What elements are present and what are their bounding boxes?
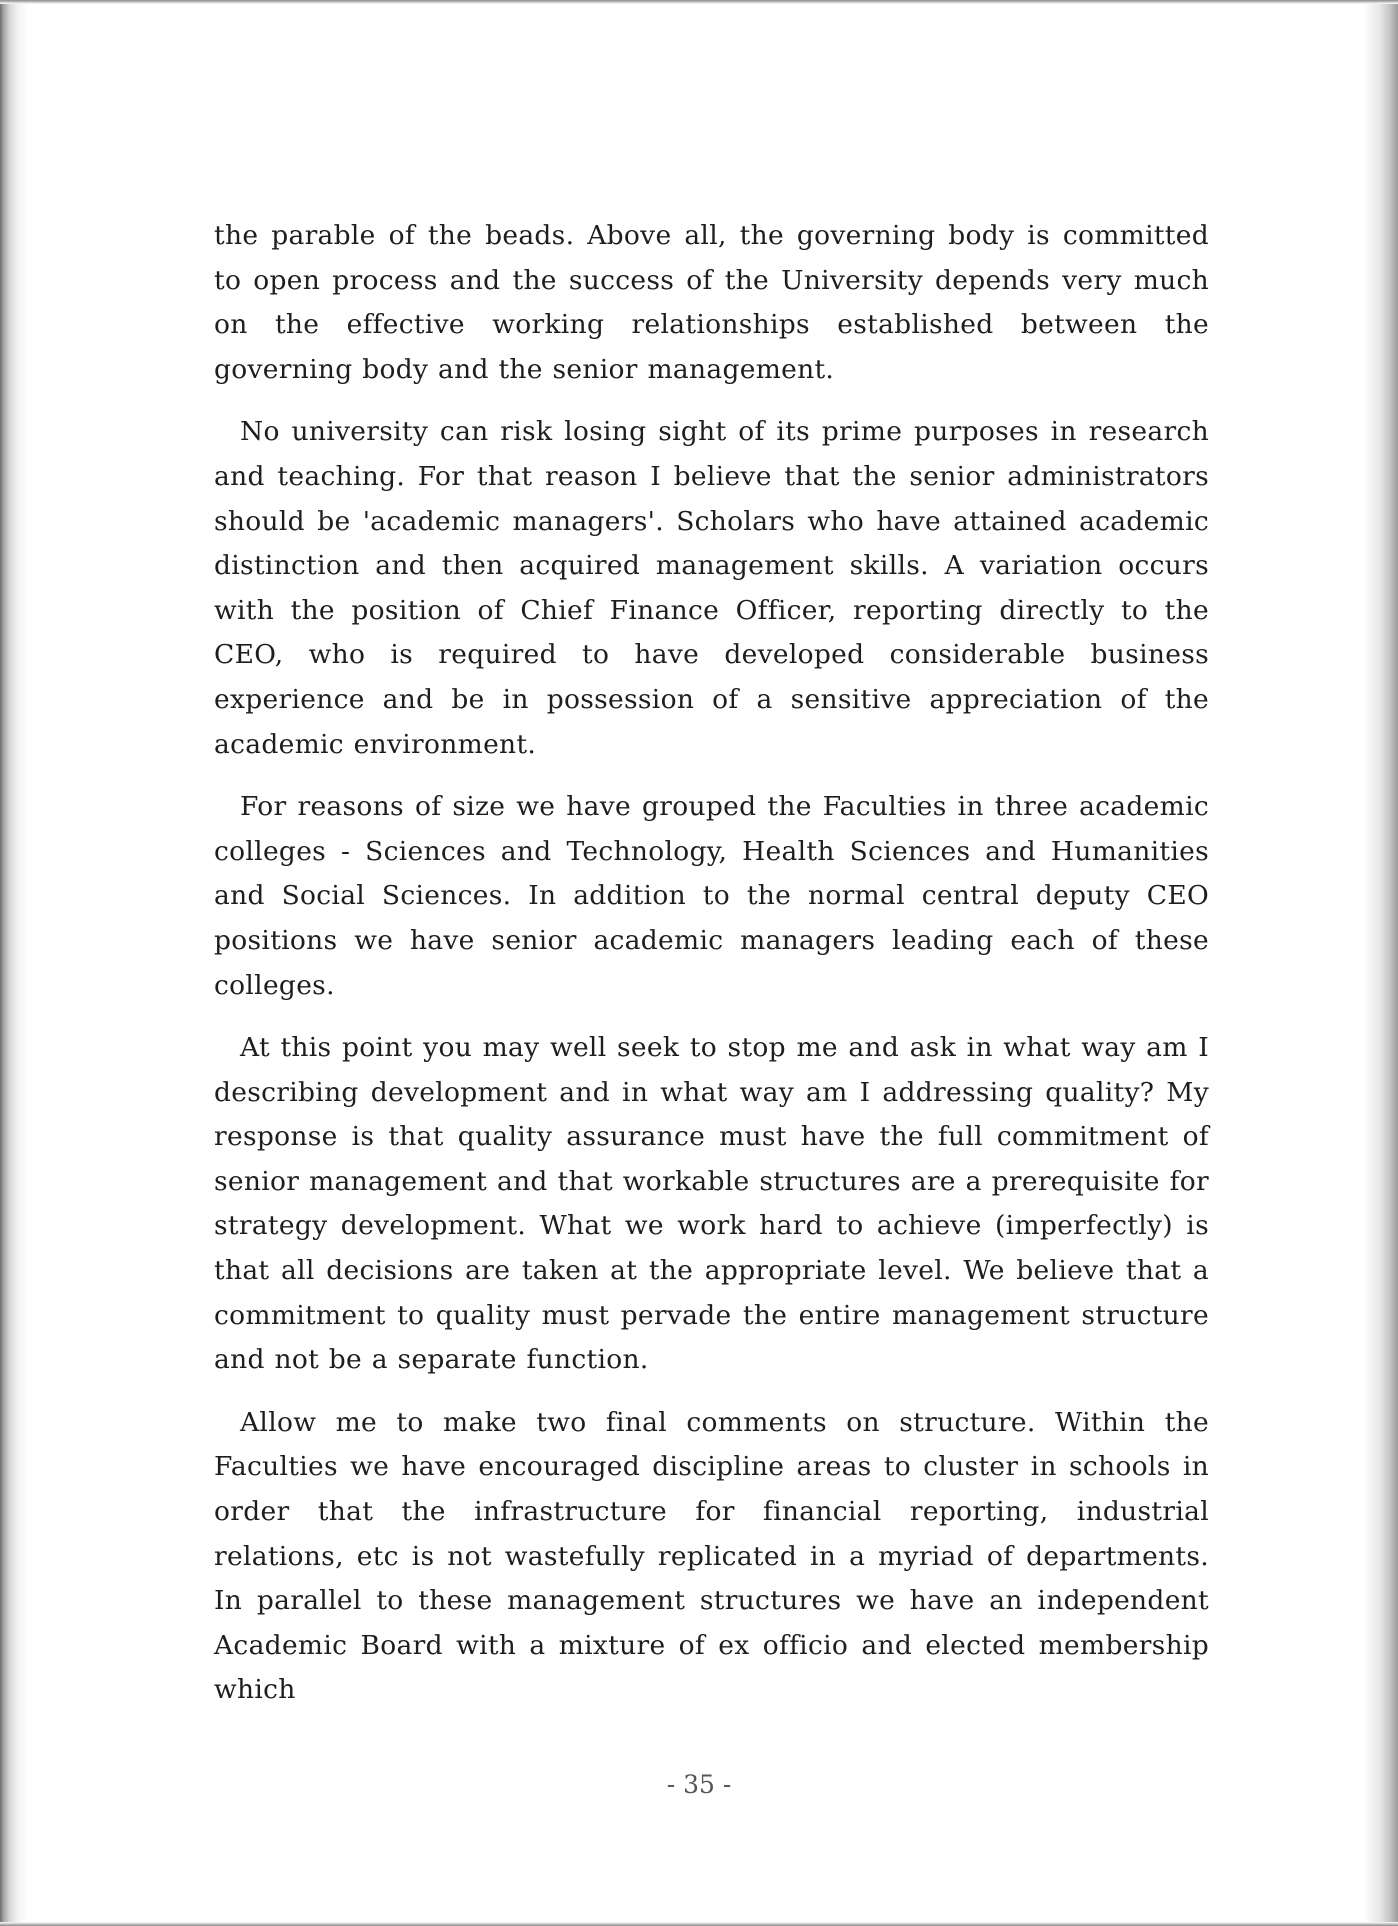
page-edge-bottom (0, 1922, 1398, 1926)
paragraph-5: Allow me to make two final comments on structure. Within the Faculties we have encouraged discipline areas to cluster in schools in order that the infrastructure for financial reporting, industrial relations, etc is not wastefully replicated in a myriad of departments. In parallel to these management structures we have an independent Academic Board with a mixture of ex officio and elected membership which (214, 1406, 1209, 1706)
paragraph-3: For reasons of size we have grouped the Faculties in three academic colleges - Sciences and Technology, Health Sciences and Humanities and Social Sciences. In addition to the normal central deputy CEO positions we have senior academic managers leading each of these colleges. (214, 791, 1209, 1001)
page-body (214, 214, 1209, 1731)
page-edge-top (0, 0, 1398, 4)
paragraph-4: At this point you may well seek to stop me and ask in what way am I describing development and in what way am I addressing quality? My response is that quality assurance must have the full commitment of senior management and that workable structures are a prerequisite for strategy development. What we work hard to achieve (imperfectly) is that all decisions are taken at the appropriate level. We believe that a commitment to quality must pervade the entire management structure and not be a separate function. (214, 1032, 1209, 1376)
page-edge-right (1364, 0, 1398, 1926)
paragraph-1: the parable of the beads. Above all, the governing body is committed to open process and the success of the University depends very much on the effective working relationships established between the governing body and the senior management. (214, 220, 1209, 385)
page-number: - 35 - (666, 1770, 732, 1799)
paragraph-2: No university can risk losing sight of its prime purposes in research and teaching. For that reason I believe that the senior administrators should be 'academic managers'. Scholars who have attained academic distinction and then acquired management skills. A variation occurs with the position of Chief Finance Officer, reporting directly to the CEO, who is required to have developed considerable business experience and be in possession of a sensitive appreciation of the academic environment. (214, 416, 1209, 760)
page-edge-left (0, 0, 28, 1926)
